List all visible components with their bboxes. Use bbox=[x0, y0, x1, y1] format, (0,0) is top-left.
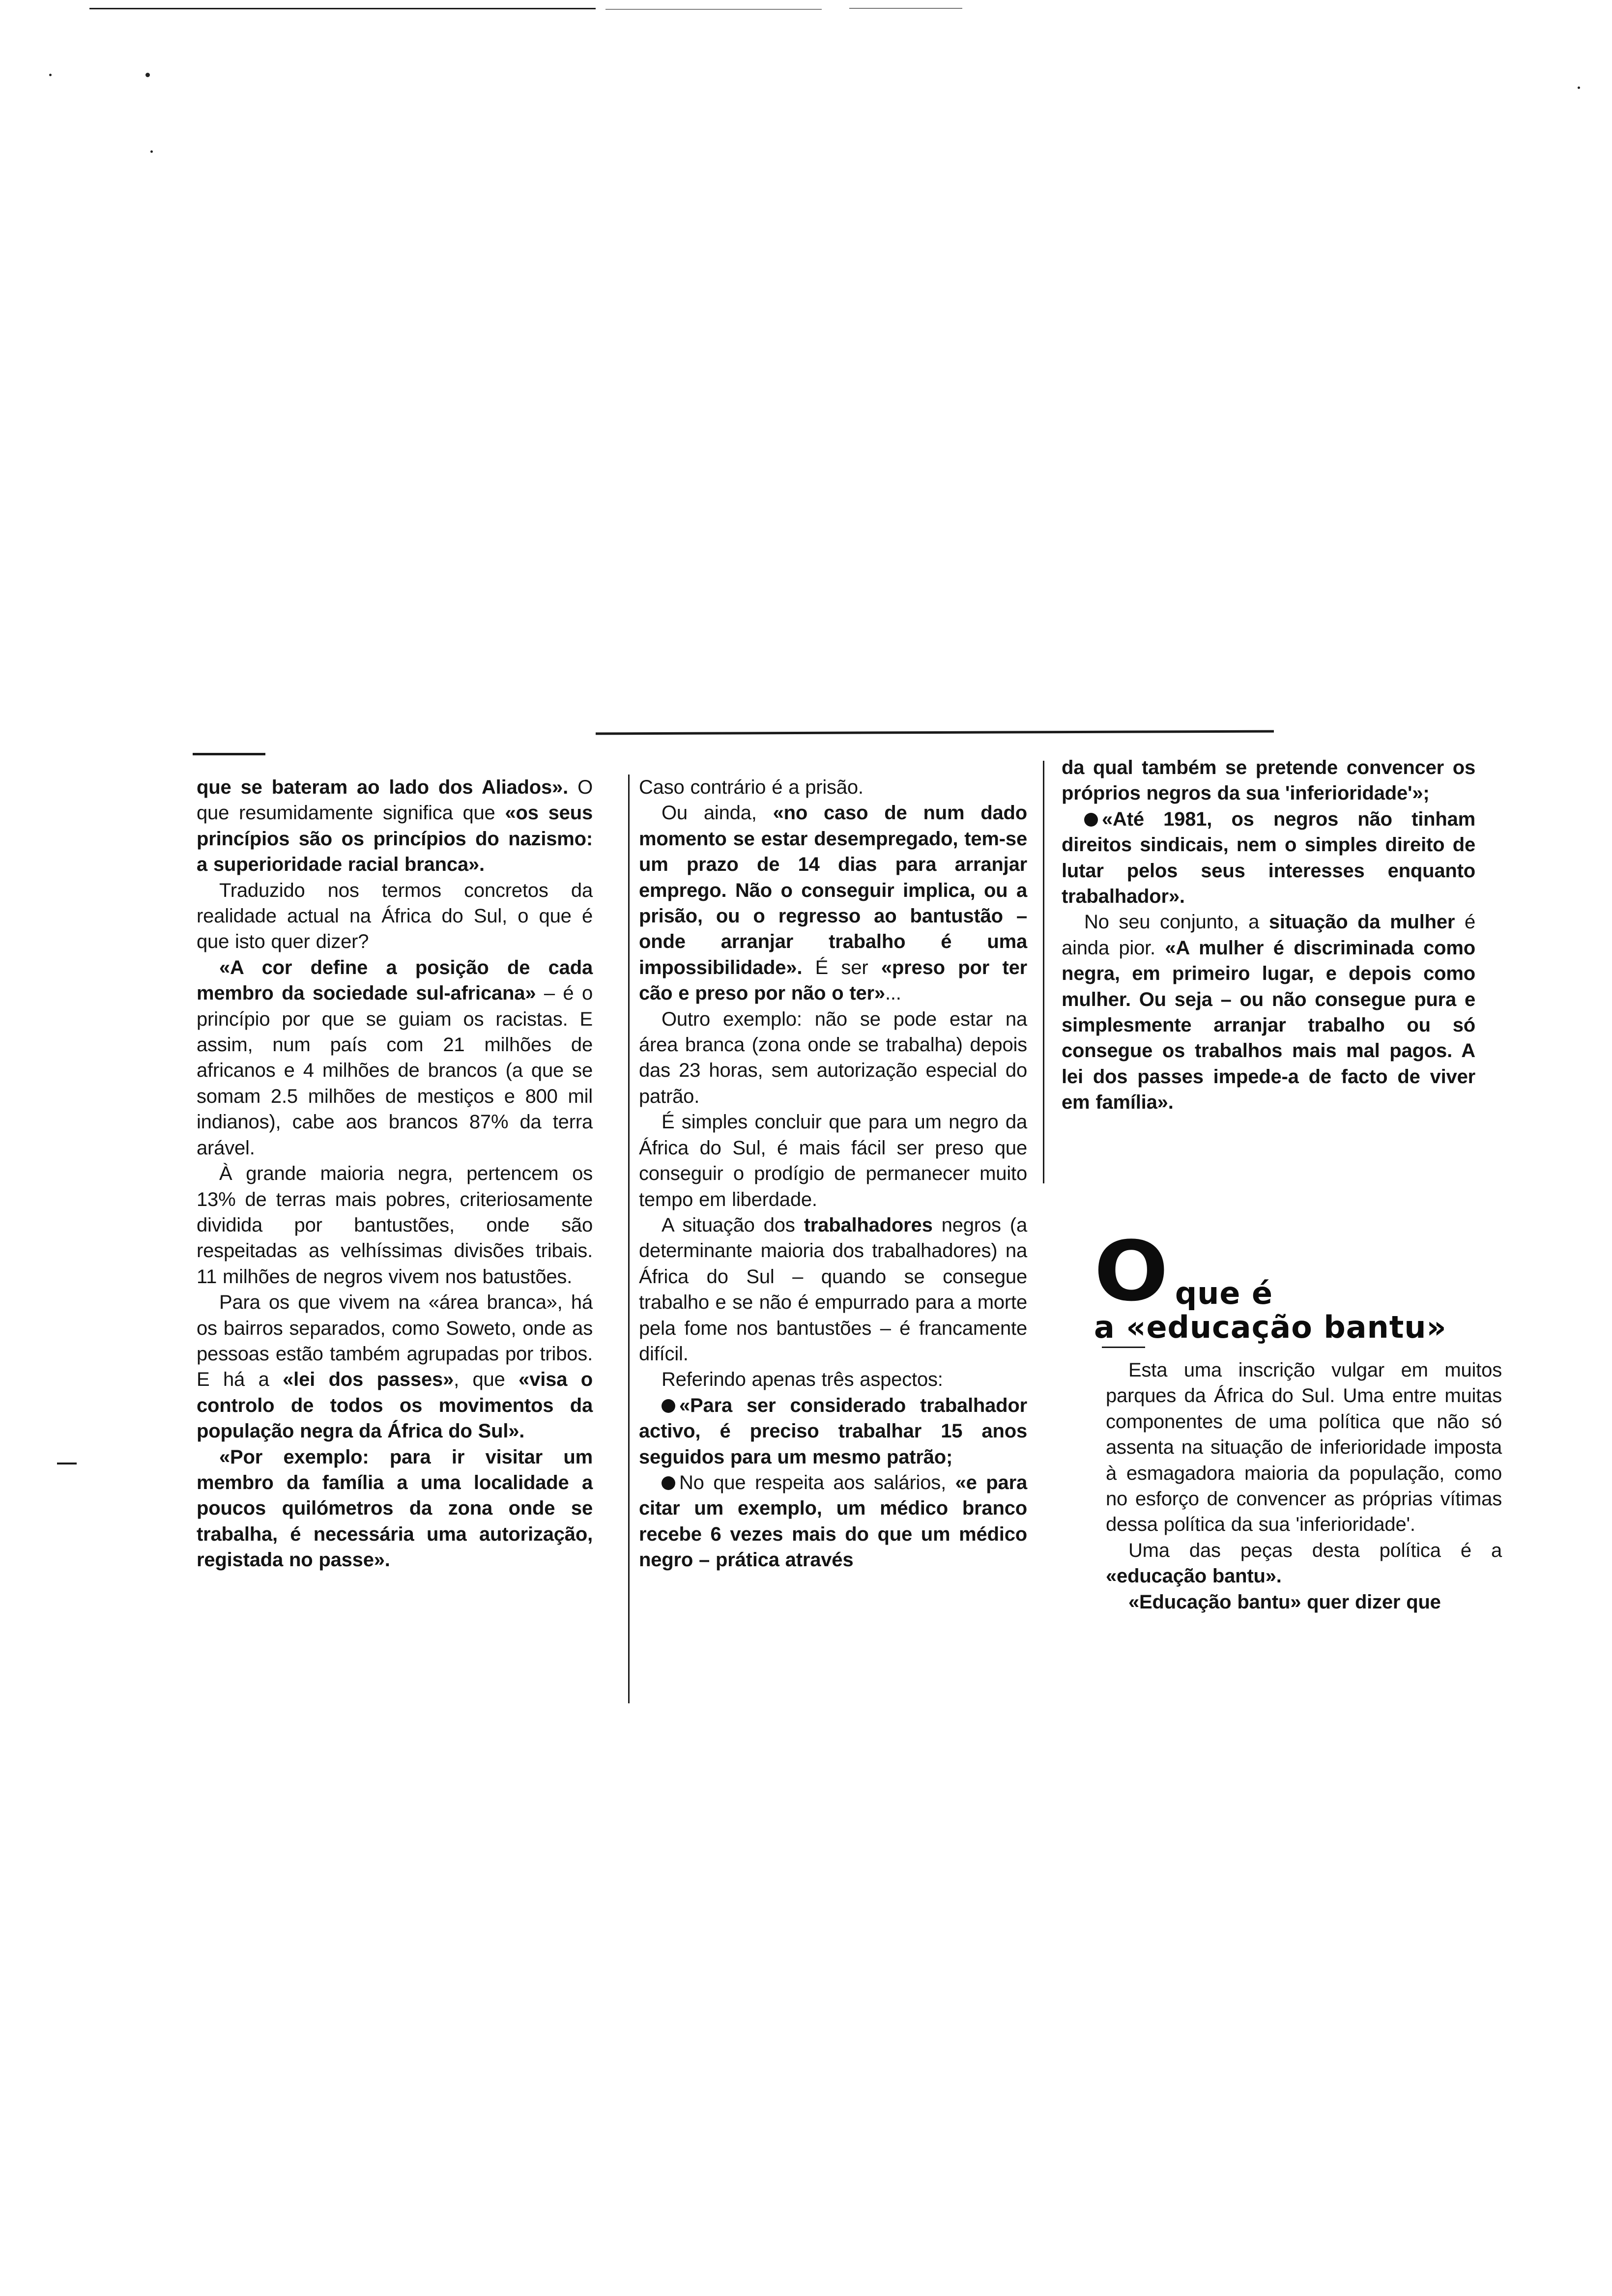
paragraph bbox=[197, 1444, 593, 1573]
scan-speck bbox=[1578, 86, 1580, 89]
text: Traduzido nos termos concretos da realidade actual na África do Sul, o que é que isto quer dizer? bbox=[197, 879, 593, 953]
bold-text: «os seus princípios são os princípios do nazismo: a superioridade racial branca». bbox=[197, 802, 593, 876]
paragraph bbox=[1106, 1589, 1502, 1615]
text: No seu conjunto, a bbox=[1084, 911, 1269, 933]
bold-text: «A cor define a posição de cada membro da sociedade sul-africana» bbox=[197, 956, 593, 1004]
text: Ou ainda, bbox=[662, 802, 773, 824]
bold-text: «lei dos passes» bbox=[283, 1369, 454, 1391]
top-edge-rule bbox=[605, 9, 822, 10]
paragraph bbox=[197, 1161, 593, 1290]
text: Esta uma inscrição vulgar em muitos parques da África do Sul. Uma entre muitas componentes de uma política que não só assenta na situação de inferioridade imposta à esmagadora maioria da população, como no esforço de convencer as próprias vítimas dessa política da sua 'inferioridade'. bbox=[1106, 1359, 1502, 1536]
paragraph bbox=[197, 775, 593, 878]
heading-line-1: que é bbox=[1175, 1275, 1273, 1311]
top-edge-rule bbox=[849, 8, 962, 9]
heading-initial-letter: O bbox=[1094, 1223, 1169, 1320]
bold-text: «Para ser considerado trabalhador activo, é preciso trabalhar 15 anos seguidos para um mesmo patrão; bbox=[639, 1394, 1027, 1468]
paragraph bbox=[639, 1470, 1027, 1573]
margin-mark bbox=[57, 1463, 77, 1464]
text: Caso contrário é a prisão. bbox=[639, 776, 864, 798]
text: À grande maioria negra, pertencem os 13% de terras mais pobres, criteriosamente dividida por bantustões, onde são respeitadas as velhíssimas divisões tribais. 11 milhões de negros vivem nos batustões. bbox=[197, 1163, 593, 1288]
text: Referindo apenas três aspectos: bbox=[662, 1369, 943, 1391]
top-edge-rule bbox=[89, 8, 596, 9]
text: É ser bbox=[802, 956, 881, 978]
bold-text: «Por exemplo: para ir visitar um membro da família a uma localidade a poucos quilómetros da zona onde se trabalha, é necessária uma autorização, registada no passe». bbox=[197, 1446, 593, 1571]
paragraph bbox=[1062, 755, 1475, 806]
text: ... bbox=[885, 982, 901, 1004]
paragraph bbox=[639, 800, 1027, 1006]
bold-text: «e para citar um exemplo, um médico branco recebe 6 vezes mais do que um médico negro – prática através bbox=[639, 1471, 1027, 1571]
section-heading bbox=[1094, 1223, 1468, 1345]
bold-text: «Educação bantu» quer dizer que bbox=[1128, 1591, 1441, 1613]
text: É simples concluir que para um negro da África do Sul, é mais fácil ser preso que conseguir o prodígio de permanecer muito tempo em liberdade. bbox=[639, 1111, 1027, 1210]
paragraph bbox=[639, 1109, 1027, 1212]
article-column-3 bbox=[1062, 755, 1475, 1116]
text: negros (a determinante maioria dos trabalhadores) na África do Sul – quando se consegue trabalho e se não é empurrado para a morte pela fome nos bantustões – é francamente difícil. bbox=[639, 1214, 1027, 1365]
text: No que respeita aos salários, bbox=[679, 1471, 955, 1493]
bullet-icon bbox=[662, 1476, 675, 1490]
paragraph bbox=[197, 878, 593, 955]
bold-text: trabalhadores bbox=[804, 1214, 933, 1236]
bold-text: «Até 1981, os negros não tinham direitos sindicais, nem o simples direito de lutar pelos seus interesses enquanto trabalhador». bbox=[1062, 808, 1475, 908]
bold-text: que se bateram ao lado dos Aliados». bbox=[197, 776, 569, 798]
paragraph bbox=[639, 1212, 1027, 1367]
section-rule bbox=[1102, 1347, 1145, 1348]
text: Para os que vivem na «área branca», há os bairros separados, como Soweto, onde as pessoas estão também agrupadas por tribos. E há a bbox=[197, 1292, 593, 1391]
paragraph bbox=[639, 775, 1027, 800]
bold-text: «preso por ter cão e preso por não o ter» bbox=[639, 956, 1027, 1004]
article-column-1 bbox=[197, 775, 593, 1573]
bullet-icon bbox=[662, 1399, 675, 1413]
text: Outro exemplo: não se pode estar na área branca (zona onde se trabalha) depois das 23 horas, sem autorização especial do patrão. bbox=[639, 1008, 1027, 1107]
bold-text: «no caso de num dado momento se estar desempregado, tem-se um prazo de 14 dias para arranjar emprego. Não o conseguir implica, ou a prisão, ou o regresso ao bantustão – onde arranjar trabalho é uma impossibilidade». bbox=[639, 802, 1027, 978]
bold-text: situação da mulher bbox=[1268, 911, 1455, 933]
text: Uma das peças desta política é a bbox=[1128, 1539, 1502, 1561]
text: – é o princípio por que se guiam os racistas. E assim, num país com 21 milhões de africanos e 4 milhões de brancos (a que se somam 2.5 milhões de mestiços e 800 mil indianos), cabe aos brancos 87% da terra arável. bbox=[197, 982, 593, 1159]
paragraph bbox=[1062, 909, 1475, 1115]
text: O que resumidamente significa que bbox=[197, 776, 593, 824]
paragraph bbox=[197, 1290, 593, 1444]
text: , que bbox=[454, 1369, 519, 1391]
text: A situação dos bbox=[662, 1214, 804, 1236]
paragraph bbox=[639, 1006, 1027, 1110]
paragraph bbox=[1106, 1538, 1502, 1589]
scan-speck bbox=[150, 150, 153, 153]
article-column-3-continued bbox=[1106, 1357, 1502, 1615]
bold-text: da qual também se pretende convencer os próprios negros da sua 'inferioridade'»; bbox=[1062, 757, 1475, 804]
column-top-rule bbox=[193, 753, 265, 755]
column-divider bbox=[1043, 761, 1044, 1183]
paragraph bbox=[1106, 1357, 1502, 1538]
header-rule bbox=[596, 730, 1274, 735]
scan-speck bbox=[49, 74, 52, 76]
paragraph bbox=[1062, 806, 1475, 910]
paragraph bbox=[639, 1367, 1027, 1392]
article-column-2 bbox=[639, 775, 1027, 1573]
text: é ainda pior. bbox=[1062, 911, 1475, 959]
bold-text: «visa o controlo de todos os movimentos da população negra da África do Sul». bbox=[197, 1369, 593, 1442]
bold-text: «educação bantu». bbox=[1106, 1565, 1282, 1587]
bold-text: «A mulher é discriminada como negra, em primeiro lugar, e depois como mulher. Ou seja – ou não consegue pura e simplesmente arranjar trabalho ou só consegue os trabalhos mais mal pagos. A lei dos passes impede-a de facto de viver em família». bbox=[1062, 937, 1475, 1114]
scan-speck bbox=[145, 73, 150, 77]
paragraph bbox=[639, 1393, 1027, 1470]
bullet-icon bbox=[1084, 813, 1098, 827]
heading-line-2: a «educação bantu» bbox=[1094, 1309, 1447, 1345]
column-divider bbox=[628, 775, 630, 1703]
paragraph bbox=[197, 955, 593, 1161]
